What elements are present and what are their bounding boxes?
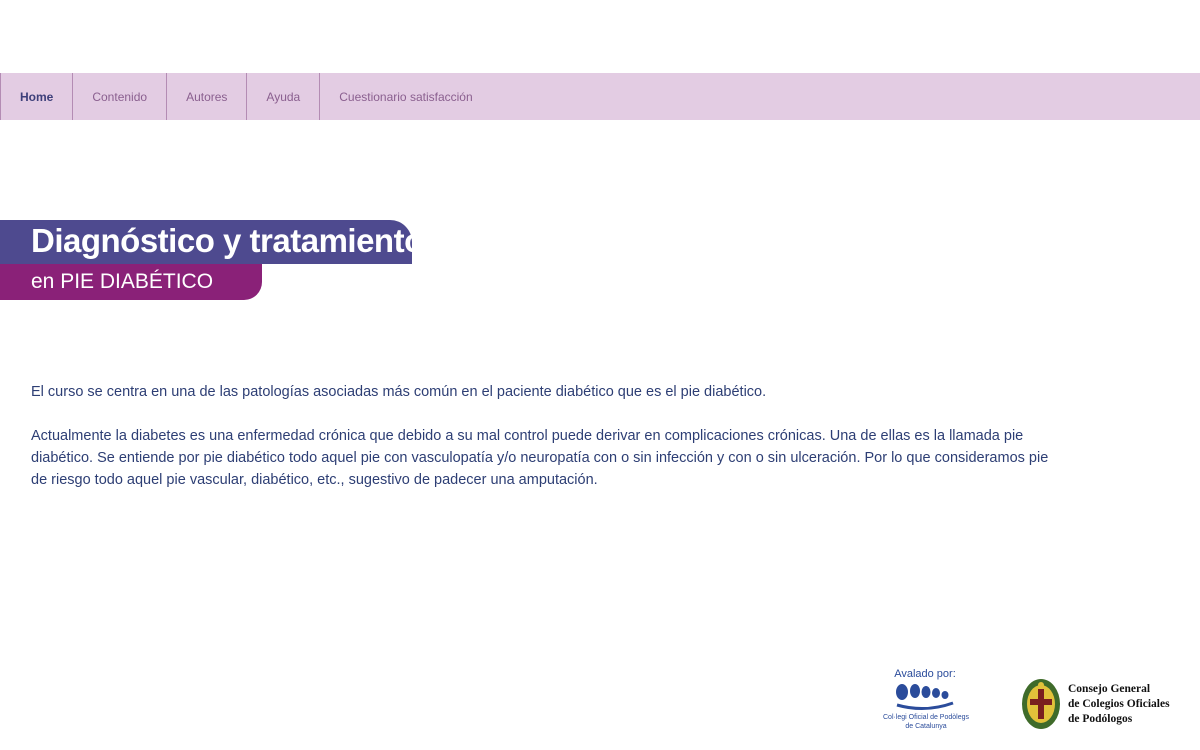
consejo-crest-icon xyxy=(1020,677,1062,731)
nav-contenido[interactable]: Contenido xyxy=(73,73,167,120)
consejo-line3: de Podólogos xyxy=(1068,712,1133,725)
page-title: Diagnóstico y tratamiento xyxy=(31,222,424,259)
nav-cuestionario[interactable]: Cuestionario satisfacción xyxy=(339,89,473,104)
course-description xyxy=(31,381,1061,513)
colegi-name-line1: Col·legi Oficial de Podòlegs xyxy=(883,714,969,721)
detail-paragraph: Actualmente la diabetes es una enfermedad crónica que debido a su mal control puede derivar en complicaciones crónicas. Una de ellas es la llamada pie diabético. Se entiende por pie diabético todo aquel pie con vasculopatía y/o neuropatía con o sin infección y con o sin ulceración. Por lo que consideramos pie de riesgo todo aquel pie vascular, diabético, etc., sugestivo de padecer una amputación. xyxy=(31,428,1049,488)
page-subtitle: en PIE DIABÉTICO xyxy=(31,270,214,293)
intro-paragraph: El curso se centra en una de las patologías asociadas más común en el paciente diabético que es el pie diabético. xyxy=(31,384,767,400)
avalado-label: Avalado por: xyxy=(894,668,956,680)
feet-logo-icon xyxy=(893,683,957,713)
endorsement-colegi xyxy=(880,668,970,731)
consejo-line2: de Colegios Oficiales xyxy=(1068,697,1170,710)
nav-autores[interactable]: Autores xyxy=(167,73,247,120)
main-nav xyxy=(0,73,1200,120)
consejo-line1: Consejo General xyxy=(1068,682,1151,695)
nav-ayuda[interactable]: Ayuda xyxy=(247,73,320,120)
colegi-name-line2: de Catalunya xyxy=(905,723,947,730)
nav-home[interactable]: Home xyxy=(1,73,73,120)
endorsement-consejo xyxy=(1020,677,1170,731)
